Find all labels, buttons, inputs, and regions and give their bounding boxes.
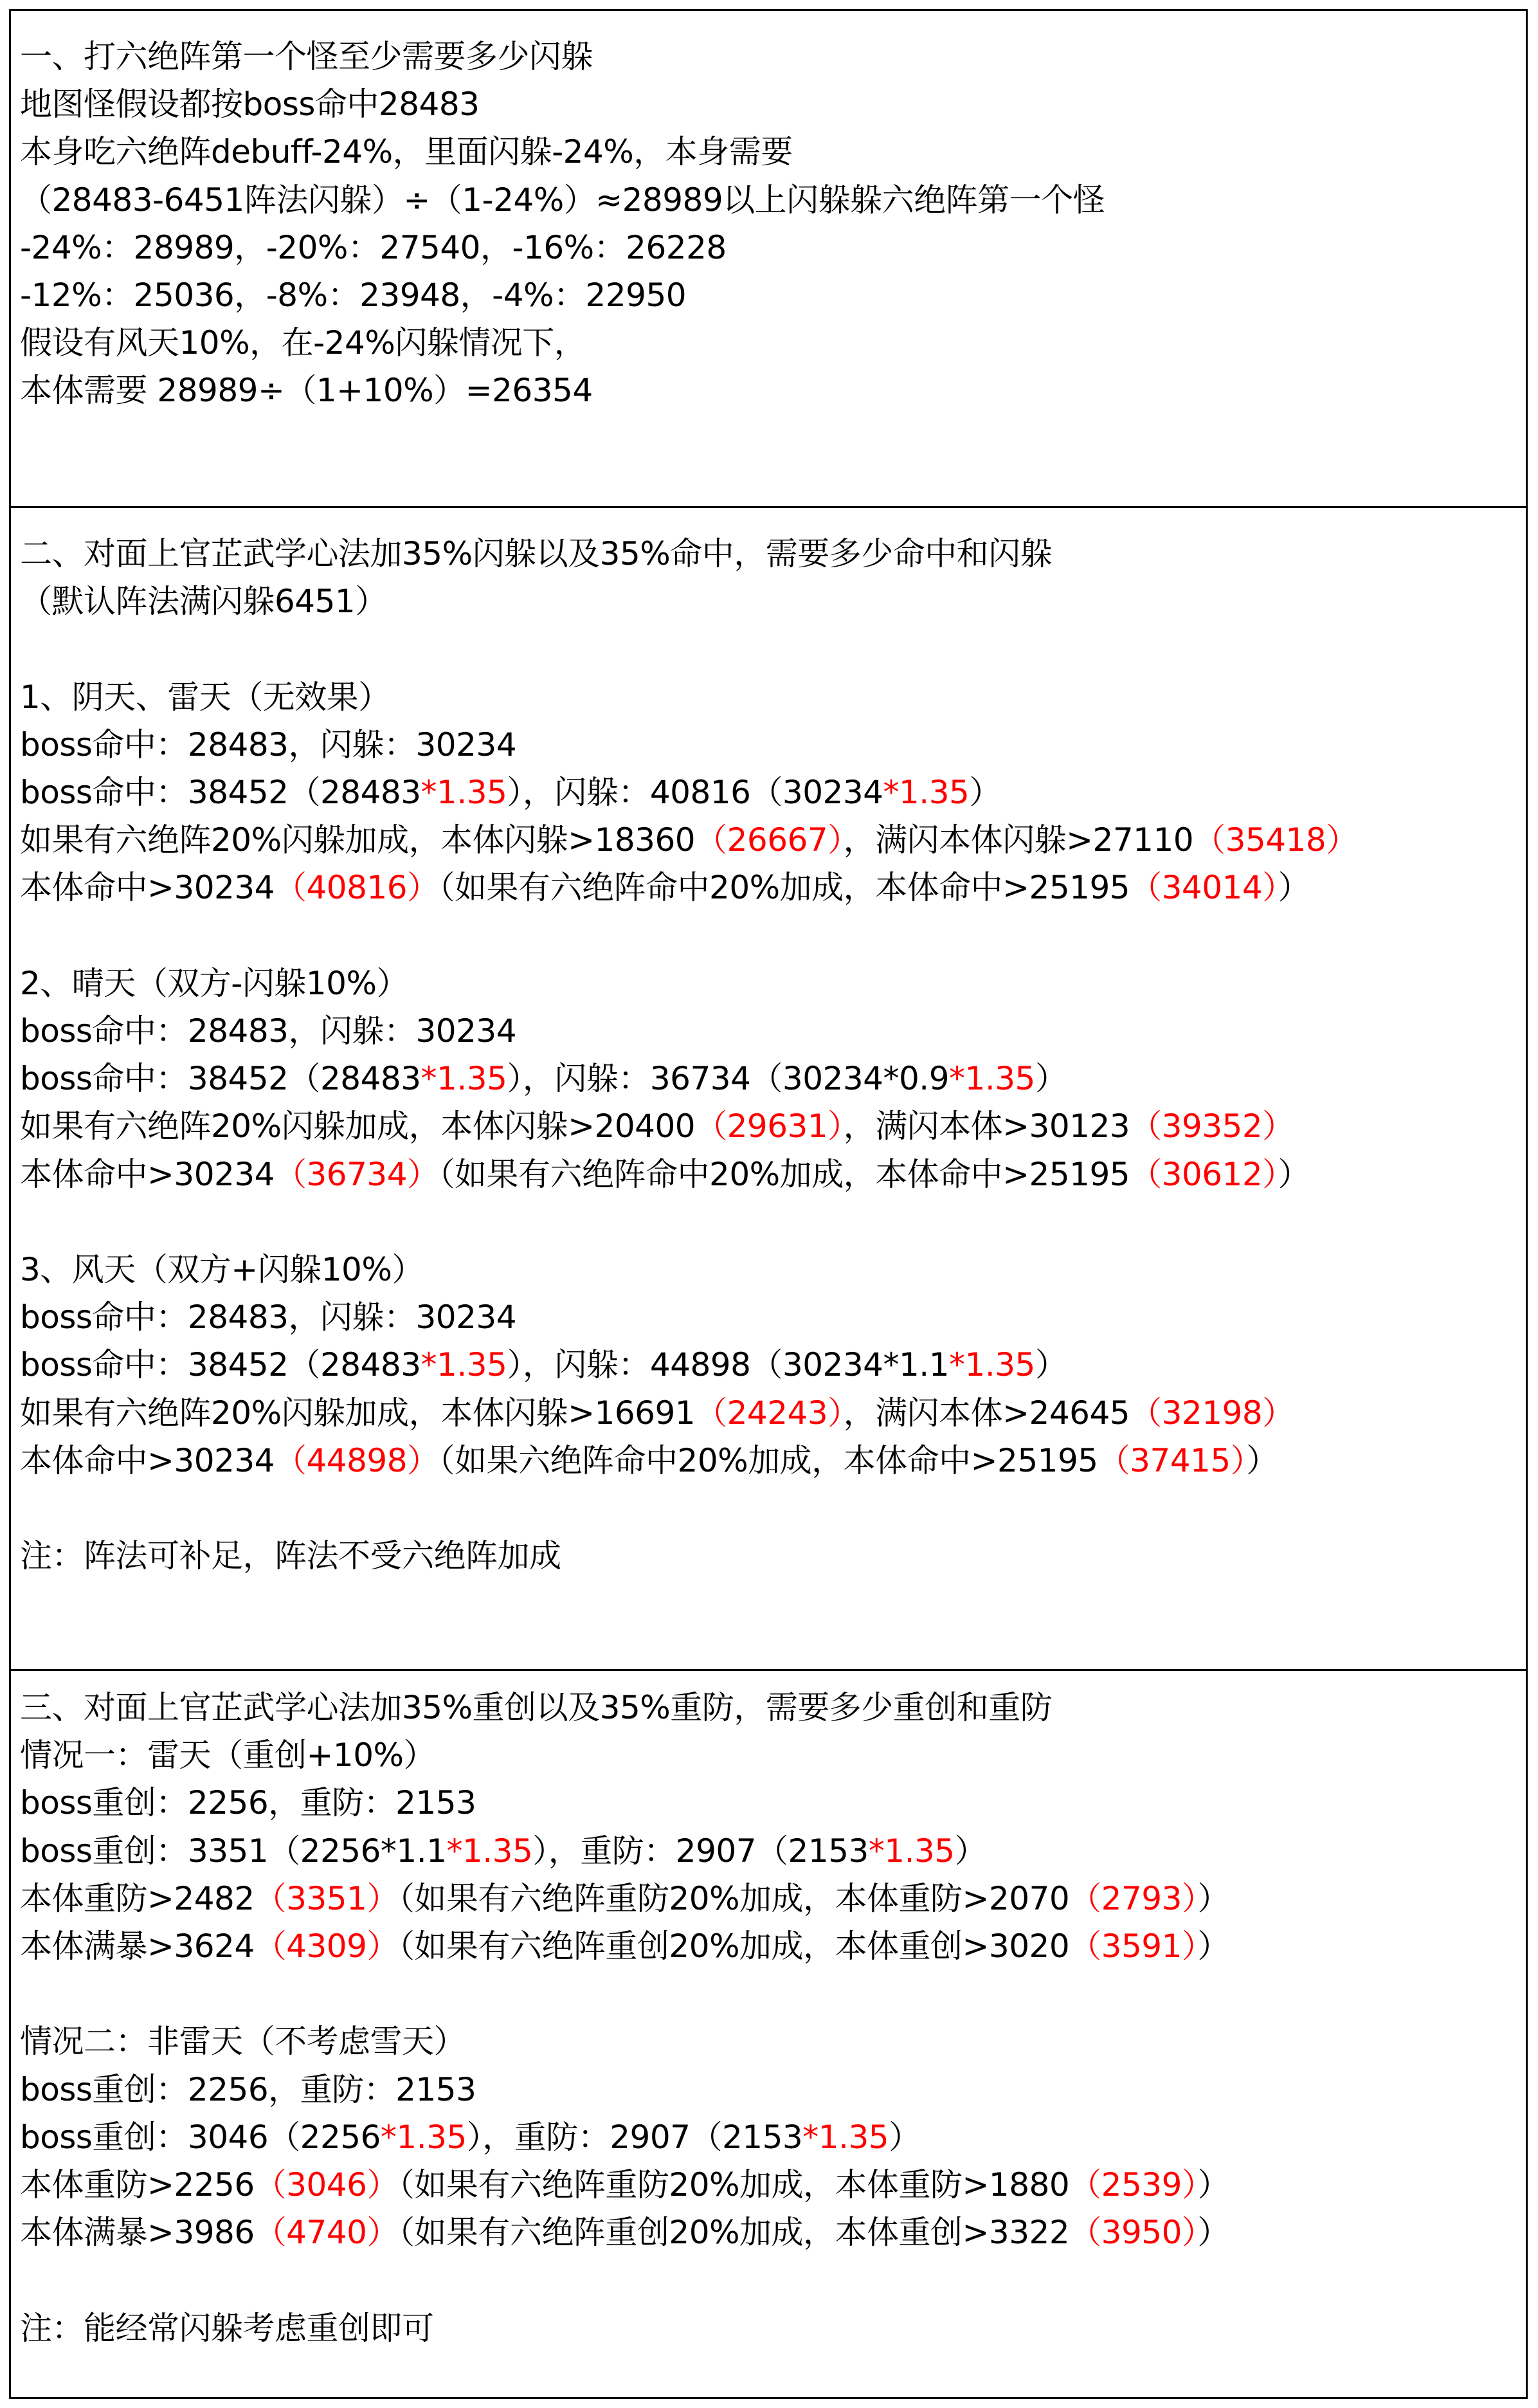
highlighted-value: （3591） — [1069, 1928, 1198, 1965]
line-text: 一、打六绝阵第一个怪至少需要多少闪躲 — [20, 38, 593, 75]
line-text: 1、阴天、雷天（无效果） — [20, 678, 390, 716]
line-text: boss命中：28483，闪躲：30234 — [20, 725, 517, 763]
line-text: 本体需要 28989÷（1+10%）=26354 — [20, 372, 593, 410]
highlighted-value: （34014） — [1130, 869, 1278, 907]
text-line — [20, 2113, 921, 2161]
line-text: 注：能经常闪躲考虑重创即可 — [20, 2309, 434, 2347]
line-text: ），闪躲：36734（30234*0.9 — [507, 1060, 950, 1098]
text-line — [20, 367, 593, 414]
line-text: boss命中：28483，闪躲：30234 — [20, 1012, 517, 1050]
line-text: ） — [969, 774, 1001, 811]
text-line — [20, 1389, 1294, 1437]
line-text: （默认阵法满闪躲6451） — [20, 583, 387, 621]
line-text: boss重创：2256，重防：2153 — [20, 2070, 476, 2108]
line-text: ） — [1278, 1155, 1310, 1193]
line-text: ） — [954, 1832, 987, 1870]
text-line — [20, 176, 1105, 224]
line-text: ，满闪本体>30123 — [843, 1108, 1130, 1145]
line-text: ） — [1246, 1441, 1278, 1479]
highlighted-value: *1.35 — [802, 2118, 889, 2156]
highlighted-value: （37415） — [1098, 1441, 1247, 1479]
highlighted-value: *1.35 — [421, 774, 507, 811]
text-line — [20, 1731, 435, 1779]
highlighted-value: （39352） — [1130, 1108, 1294, 1145]
text-line — [20, 128, 793, 176]
highlighted-value: （2539） — [1069, 2166, 1198, 2203]
line-text: boss命中：38452（28483 — [20, 1060, 421, 1098]
line-text: 本体重防>2256 — [20, 2166, 255, 2203]
line-text: 本身吃六绝阵debuff-24%，里面闪躲-24%，本身需要 — [20, 133, 793, 171]
text-line — [20, 1779, 476, 1827]
highlighted-value: *1.35 — [883, 774, 970, 811]
highlighted-value: （29631） — [695, 1108, 844, 1145]
text-line — [20, 319, 586, 367]
line-text: boss重创：3351（2256*1.1 — [20, 1832, 447, 1870]
text-line — [20, 1055, 1067, 1102]
highlighted-value: （24243） — [695, 1394, 844, 1432]
line-text: 注：阵法可补足，阵法不受六绝阵加成 — [20, 1537, 561, 1575]
text-line — [20, 864, 1310, 911]
line-text: boss命中：38452（28483 — [20, 774, 421, 811]
highlighted-value: *1.35 — [949, 1060, 1035, 1098]
highlighted-value: （2793） — [1069, 1879, 1198, 1917]
highlighted-value: *1.35 — [421, 1060, 507, 1098]
line-text: ） — [889, 2118, 921, 2156]
highlighted-value: （3351） — [254, 1879, 399, 1917]
line-text: ），闪躲：44898（30234*1.1 — [507, 1346, 950, 1384]
text-line — [20, 578, 387, 625]
line-text: 二、对面上官芷武学心法加35%闪躲以及35%命中，需要多少命中和闪躲 — [20, 535, 1053, 572]
text-line — [20, 816, 1358, 864]
line-text: ），重防：2907（2153 — [466, 2118, 803, 2156]
line-text: （如果有六绝阵命中20%加成，本体命中>25195 — [439, 1155, 1130, 1193]
highlighted-value: （35418） — [1193, 821, 1358, 859]
highlighted-value: （4740） — [254, 2214, 399, 2252]
text-line — [20, 769, 1001, 816]
line-text: -24%：28989，-20%：27540，-16%：26228 — [20, 228, 727, 266]
line-text: ） — [1197, 2214, 1229, 2252]
document-table — [9, 9, 1528, 2399]
line-text: 本体满暴>3624 — [20, 1928, 255, 1965]
text-line — [20, 1007, 516, 1055]
section-hit-dodge-requirements — [11, 506, 1526, 1669]
line-text: 如果有六绝阵20%闪躲加成，本体闪躲>18360 — [20, 821, 696, 859]
line-text: 情况二：非雷天（不考虑雪天） — [20, 2023, 466, 2061]
line-text: 假设有风天10%，在-24%闪躲情况下， — [20, 324, 586, 362]
text-line — [20, 2161, 1229, 2209]
text-line — [20, 1684, 1052, 1731]
highlighted-value: （30612） — [1130, 1155, 1278, 1193]
line-text: 情况一：雷天（重创+10%） — [20, 1737, 436, 1774]
line-text: 3、风天（双方+闪躲10%） — [20, 1251, 424, 1288]
text-line — [20, 2018, 466, 2065]
line-text: 本体命中>30234 — [20, 1155, 275, 1193]
text-line — [20, 530, 1052, 578]
highlighted-value: （32198） — [1130, 1394, 1294, 1432]
text-line — [20, 80, 480, 128]
highlighted-value: （40816） — [274, 869, 439, 907]
highlighted-value: （4309） — [254, 1928, 399, 1965]
line-text: 本体命中>30234 — [20, 1441, 275, 1479]
text-line — [20, 1102, 1294, 1150]
line-text: 三、对面上官芷武学心法加35%重创以及35%重防，需要多少重创和重防 — [20, 1689, 1053, 1726]
text-line — [20, 1341, 1067, 1389]
line-text: 如果有六绝阵20%闪躲加成，本体闪躲>16691 — [20, 1394, 696, 1432]
text-line — [20, 960, 408, 1007]
line-text: （如果有六绝阵重创20%加成，本体重创>3020 — [398, 1928, 1070, 1965]
text-line — [20, 2209, 1229, 2256]
highlighted-value: （26667） — [695, 821, 844, 859]
line-text: （如果有六绝阵重防20%加成，本体重防>2070 — [398, 1879, 1070, 1917]
highlighted-value: *1.35 — [421, 1346, 507, 1384]
line-text: ） — [1197, 1928, 1229, 1965]
line-text: （如果六绝阵命中20%加成，本体命中>25195 — [439, 1441, 1098, 1479]
text-line — [20, 224, 727, 271]
section-dodge-first-monster — [11, 11, 1526, 506]
line-text: 2、晴天（双方-闪躲10%） — [20, 964, 408, 1002]
highlighted-value: （3046） — [254, 2166, 399, 2203]
line-text: ，满闪本体闪躲>27110 — [843, 821, 1194, 859]
highlighted-value: *1.35 — [380, 2118, 467, 2156]
line-text: -12%：25036，-8%：23948，-4%：22950 — [20, 277, 687, 314]
text-line — [20, 33, 593, 80]
line-text: 地图怪假设都按boss命中28483 — [20, 86, 480, 123]
text-line — [20, 1151, 1310, 1198]
line-text: boss命中：38452（28483 — [20, 1346, 421, 1384]
line-text: ） — [1278, 869, 1310, 907]
section-crit-defense-requirements — [11, 1669, 1526, 2397]
text-line — [20, 1922, 1229, 1970]
highlighted-value: （36734） — [274, 1155, 439, 1193]
text-line — [20, 1532, 561, 1580]
highlighted-value: *1.35 — [949, 1346, 1035, 1384]
highlighted-value: *1.35 — [868, 1832, 955, 1870]
text-line — [20, 673, 390, 721]
line-text: ） — [1035, 1346, 1067, 1384]
highlighted-value: （44898） — [274, 1441, 439, 1479]
line-text: boss重创：2256，重防：2153 — [20, 1784, 476, 1822]
text-line — [20, 1827, 986, 1875]
line-text: （28483-6451阵法闪躲）÷（1-24%）≈28989以上闪躲躲六绝阵第一个怪 — [20, 181, 1105, 219]
line-text: 如果有六绝阵20%闪躲加成，本体闪躲>20400 — [20, 1108, 696, 1145]
line-text: ），重防：2907（2153 — [532, 1832, 869, 1870]
line-text: boss重创：3046（2256 — [20, 2118, 381, 2156]
text-line — [20, 1246, 424, 1293]
text-line — [20, 1293, 516, 1341]
text-line — [20, 2304, 434, 2352]
line-text: （如果有六绝阵命中20%加成，本体命中>25195 — [439, 869, 1130, 907]
line-text: （如果有六绝阵重防20%加成，本体重防>1880 — [398, 2166, 1070, 2203]
highlighted-value: *1.35 — [446, 1832, 533, 1870]
line-text: ，满闪本体>24645 — [843, 1394, 1130, 1432]
text-line — [20, 2066, 476, 2113]
line-text: 本体满暴>3986 — [20, 2214, 255, 2252]
line-text: ） — [1197, 2166, 1229, 2203]
highlighted-value: （3950） — [1069, 2214, 1198, 2252]
text-line — [20, 1875, 1229, 1922]
text-line — [20, 721, 516, 769]
text-line — [20, 271, 686, 319]
line-text: 本体重防>2482 — [20, 1879, 255, 1917]
line-text: 本体命中>30234 — [20, 869, 275, 907]
line-text: boss命中：28483，闪躲：30234 — [20, 1299, 517, 1336]
line-text: （如果有六绝阵重创20%加成，本体重创>3322 — [398, 2214, 1070, 2252]
line-text: ），闪躲：40816（30234 — [507, 774, 883, 811]
text-line — [20, 1437, 1278, 1484]
line-text: ） — [1197, 1879, 1229, 1917]
line-text: ） — [1035, 1060, 1067, 1098]
